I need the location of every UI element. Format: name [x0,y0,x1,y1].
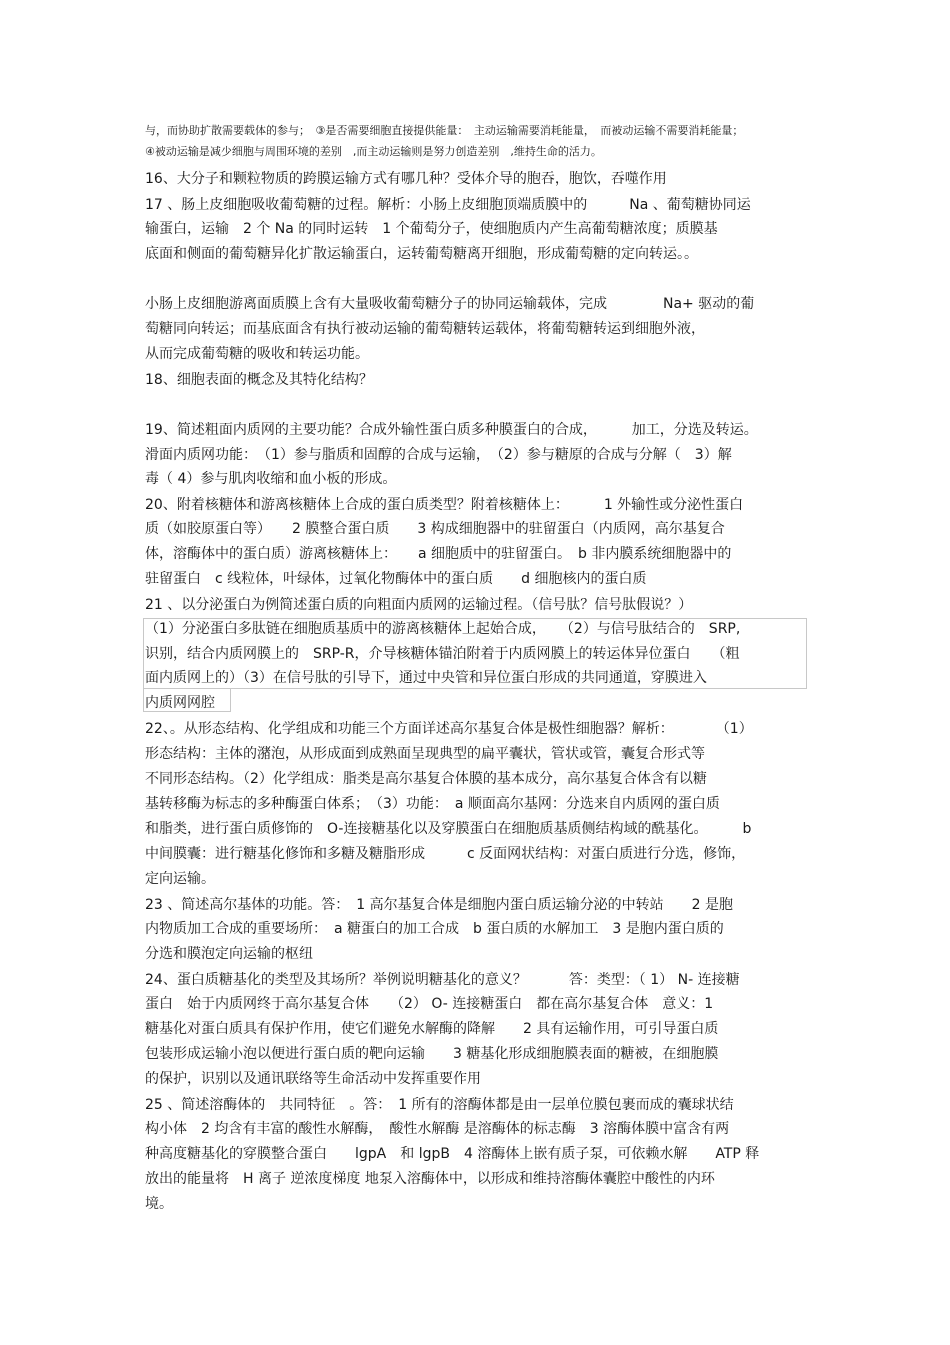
text-line: 滑面内质网功能： （1）参与脂质和固醇的合成与运输， （2）参与糖原的合成与分解（ 3）解 [145,447,732,463]
text-line: 定向运输。 [145,871,215,887]
text-line: 境。 [145,1196,173,1212]
text-line: 质（如胶原蛋白等） 2 膜整合蛋白质 3 构成细胞器中的驻留蛋白（内质网，高尔基复合 [145,521,725,537]
text-line: 的保护，识别以及通讯联络等生命活动中发挥重要作用 [145,1071,481,1087]
text-line: 和脂类，进行蛋白质修饰的 O-连接糖基化以及穿膜蛋白在细胞质基质侧结构域的酰基化。 b [145,821,752,837]
text-line: 中间膜囊：进行糖基化修饰和多糖及糖脂形成 c 反面网状结构：对蛋白质进行分选，修饰， [145,846,746,862]
text-line: 内质网网腔 [145,695,215,711]
text-line: 萄糖同向转运；而基底面含有执行被动运输的葡萄糖转运载体，将葡萄糖转运到细胞外液， [145,321,705,337]
text-line: 分选和膜泡定向运输的枢纽 [145,946,313,962]
question-18: 18、细胞表面的概念及其特化结构？ [145,372,373,388]
text-line: 放出的能量将 H 离子 逆浓度梯度 地泵入溶酶体中，以形成和维持溶酶体囊腔中酸性的内环 [145,1171,715,1187]
question-16: 16、大分子和颗粒物质的跨膜运输方式有哪几种？受体介导的胞吞，胞饮，吞噬作用 [145,171,667,187]
text-line: 内物质加工合成的重要场所： a 糖蛋白的加工合成 b 蛋白质的水解加工 3 是胞内蛋白质的 [145,921,724,937]
text-line: 底面和侧面的葡萄糖异化扩散运输蛋白，运转葡萄糖离开细胞，形成葡萄糖的定向转运。。 [145,246,698,262]
question-22: 22、。从形态结构、化学组成和功能三个方面详述高尔基复合体是极性细胞器？解析： （1） [145,721,753,737]
question-19: 19、简述粗面内质网的主要功能？合成外输性蛋白质多种膜蛋白的合成， 加工，分选及转运。 [145,422,758,438]
text-line: 种高度糖基化的穿膜整合蛋白 lgpA 和 lgpB 4 溶酶体上嵌有质子泵，可依赖水解 ATP 释 [145,1146,760,1162]
text-line: 包装形成运输小泡以便进行蛋白质的靶向运输 3 糖基化形成细胞膜表面的糖被，在细胞膜 [145,1046,719,1062]
question-23: 23 、简述高尔基体的功能。答： 1 高尔基复合体是细胞内蛋白质运输分泌的中转站 2 是胞 [145,897,733,913]
text-line: 构小体 2 均含有丰富的酸性水解酶， 酸性水解酶 是溶酶体的标志酶 3 溶酶体膜中富含有两 [145,1121,730,1137]
text-line: 驻留蛋白 c 线粒体，叶绿体，过氧化物酶体中的蛋白质 d 细胞核内的蛋白质 [145,571,647,587]
question-17: 17 、肠上皮细胞吸收葡萄糖的过程。解析：小肠上皮细胞顶端质膜中的 Na 、葡萄糖协同运 [145,197,751,213]
text-line: 从而完成葡萄糖的吸收和转运功能。 [145,346,369,362]
text-line: 与，而协助扩散需要载体的参与； ③是否需要细胞直接提供能量： 主动运输需要消耗能量， 而被动运输不需要消耗能量； [145,124,744,137]
question-24: 24、蛋白质糖基化的类型及其场所？举例说明糖基化的意义？ 答：类型：（ 1） N- 连接糖 [145,972,740,988]
text-line: 识别，结合内质网膜上的 SRP-R，介导核糖体锚泊附着于内质网膜上的转运体异位蛋白 （粗 [145,646,740,662]
text-line: （1）分泌蛋白多肽链在细胞质基质中的游离核糖体上起始合成， （2）与信号肽结合的 SRP, [145,621,741,637]
text-line: 输蛋白，运输 2 个 Na 的同时运转 1 个葡萄分子，使细胞质内产生高葡萄糖浓度；质膜基 [145,221,718,237]
text-line: 形态结构：主体的潴泡，从形成面到成熟面呈现典型的扁平囊状，管状或管，囊复合形式等 [145,746,705,762]
question-25: 25 、简述溶酶体的 共同特征 。答： 1 所有的溶酶体都是由一层单位膜包裹而成的囊球状结 [145,1097,734,1113]
text-line: ④被动运输是减少细胞与周围环境的差别 ,而主动运输则是努力创造差别 ,维持生命的活力。 [145,145,602,158]
text-line: 毒（ 4）参与肌肉收缩和血小板的形成。 [145,471,397,487]
text-line: 糖基化对蛋白质具有保护作用，使它们避免水解酶的降解 2 具有运输作用，可引导蛋白质 [145,1021,719,1037]
question-21: 21 、以分泌蛋白为例简述蛋白质的向粗面内质网的运输过程。（信号肽？信号肽假说？） [145,597,693,613]
text-line: 不同形态结构。（2）化学组成：脂类是高尔基复合体膜的基本成分，高尔基复合体含有以糖 [145,771,707,787]
text-line: 小肠上皮细胞游离面质膜上含有大量吸收葡萄糖分子的协同运输载体，完成 Na+ 驱动的葡 [145,296,755,312]
text-line: 基转移酶为标志的多种酶蛋白体系； （3）功能： a 顺面高尔基网：分选来自内质网的蛋白质 [145,796,720,812]
question-20: 20、附着核糖体和游离核糖体上合成的蛋白质类型？附着核糖体上： 1 外输性或分泌性蛋白 [145,497,744,513]
text-line: 蛋白 始于内质网终于高尔基复合体 （2） O- 连接糖蛋白 都在高尔基复合体 意义：1 [145,996,714,1012]
text-line: 面内质网上的）（3）在信号肽的引导下，通过中央管和异位蛋白形成的共同通道，穿膜进入 [145,670,707,686]
text-line: 体，溶酶体中的蛋白质）游离核糖体上： a 细胞质中的驻留蛋白。 b 非内膜系统细胞器中的 [145,546,732,562]
